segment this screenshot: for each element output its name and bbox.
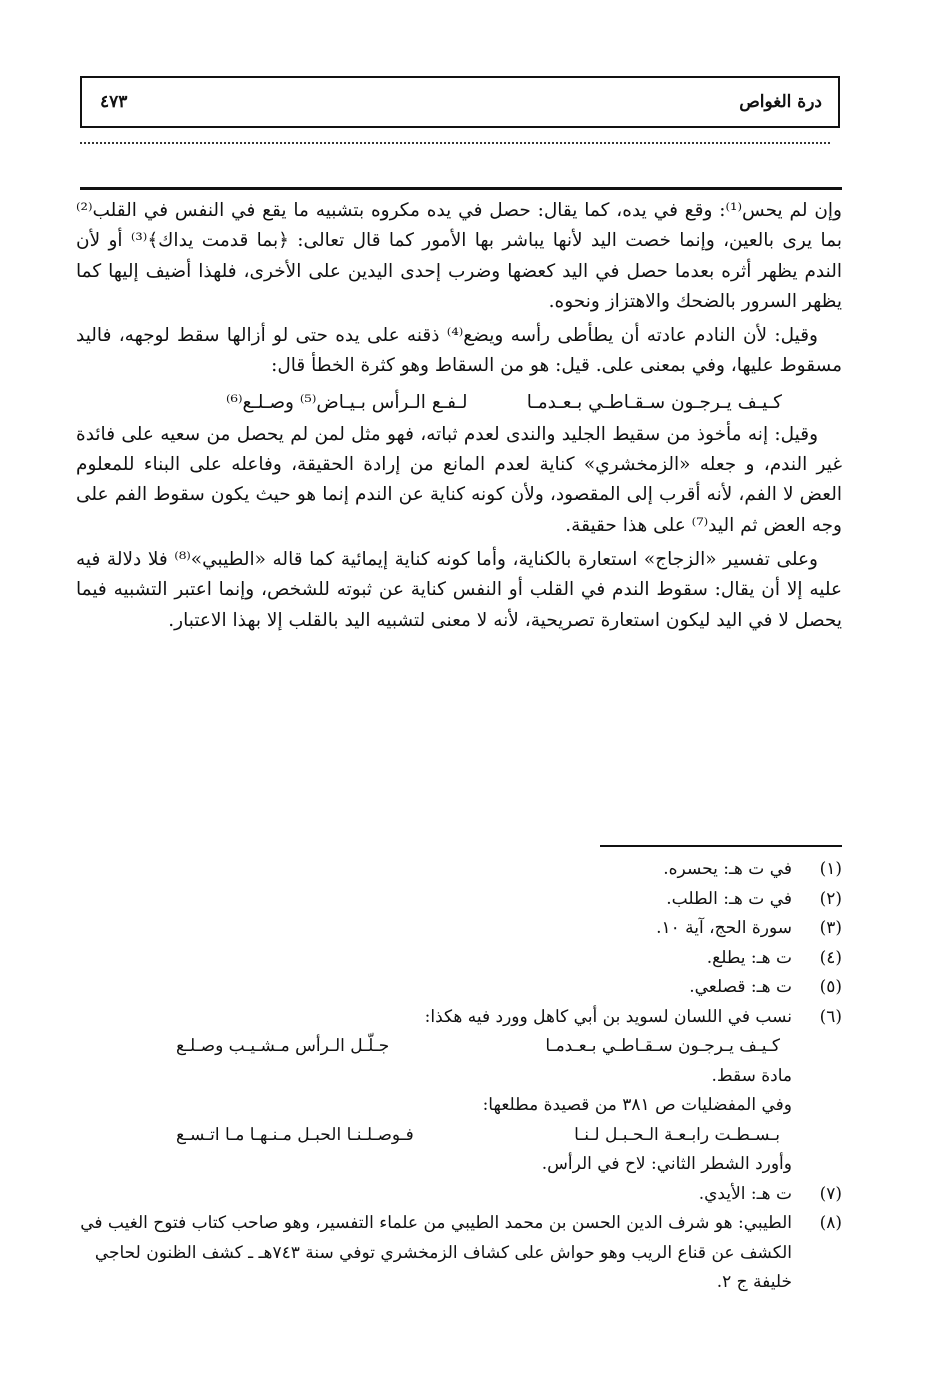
footnote-text: ت هـ: قصلعي. bbox=[689, 977, 792, 997]
footnote-text: نسب في اللسان لسويد بن أبي كاهل وورد فيه هكذا: bbox=[424, 1006, 792, 1027]
footnote-1 bbox=[76, 855, 842, 885]
footnote-verse-2 bbox=[76, 1121, 842, 1151]
paragraph-2: وقيل: لأن النادم عادته أن يطأطى رأسه ويضع⁽⁴⁾ ذقنه على يده حتى لو أزالها سقط لوجهه، فاليد مسقوط عليها، وفي بمعنى على. قيل: هو من السقاط وهو كثرة الخطأ قال: bbox=[76, 325, 842, 377]
verse-first-hemistich: كـيـف يـرجـون سـقـاطـي بـعـدمـا bbox=[526, 391, 782, 413]
dotted-divider bbox=[80, 142, 830, 144]
footnote-verse-second: فـوصـلـنـا الحبـل مـنـهـا مـا اتـسـع bbox=[176, 1124, 414, 1145]
footnote-5 bbox=[76, 973, 842, 1003]
main-text bbox=[76, 196, 842, 640]
footnote-text: في ت هـ: يحسره. bbox=[663, 859, 792, 879]
footnote-number: (٣) bbox=[819, 918, 842, 938]
header-rule bbox=[80, 187, 842, 190]
footnote-2 bbox=[76, 885, 842, 915]
footnote-number: (٥) bbox=[819, 977, 842, 997]
verse-second-hemistich: لـفـع الـرأس بـيـاض⁽⁵⁾ وصـلـع⁽⁶⁾ bbox=[226, 391, 468, 413]
footnote-7 bbox=[76, 1180, 842, 1210]
footnote-number: (٨) bbox=[819, 1213, 842, 1233]
footnote-3 bbox=[76, 914, 842, 944]
footnote-text: الطيبي: هو شرف الدين الحسن بن محمد الطيبي من علماء التفسير، وهو صاحب كتاب فتوح الغيب في الكشف عن قناع الريب وهو حواش على كشاف الزمخشري توفي سنة ٧٤٣هـ ـ كشف الظنون لحاجي خليفة ج ٢. bbox=[80, 1213, 792, 1292]
footnote-text: سورة الحج، آية ١٠. bbox=[656, 918, 792, 938]
footnote-4 bbox=[76, 944, 842, 974]
footnote-verse-1 bbox=[76, 1032, 842, 1062]
footnote-rule bbox=[600, 845, 842, 847]
footnote-verse-first: كـيـف يـرجـون سـقـاطـي بـعـدمـا bbox=[545, 1036, 780, 1056]
footnote-number: (٢) bbox=[819, 888, 842, 909]
footnote-text: في ت هـ: الطلب. bbox=[666, 888, 792, 909]
running-header bbox=[80, 76, 840, 128]
footnote-verse-second: جـلّـل الـرأس مـشـيـب وصـلـع bbox=[176, 1036, 390, 1056]
footnote-text: ت هـ: يطلع. bbox=[706, 947, 792, 968]
paragraph-1: وإن لم يحس⁽¹⁾: وقع في يده، كما يقال: حصل في يده مكروه بتشبيه ما يقع في النفس في القلب⁽²⁾ بما يرى بالعين، وإنما خصت اليد لأنها يباشر بها الأمور كما قال تعالى: ﴿بما قدمت يداك﴾⁽³⁾ أو لأن الندم يظهر أثره بعدما حصل في اليد كعضها وضرب إحدى اليدين على الأخرى، فلهذا أضيف إليها كما يظهر السرور بالضحك والاهتزاز ونحوه. bbox=[76, 200, 842, 312]
footnote-line: وأورد الشطر الثاني: لاح في الرأس. bbox=[541, 1154, 792, 1174]
footnotes bbox=[76, 855, 842, 1298]
footnote-number: (٤) bbox=[819, 947, 842, 968]
paragraph-4: وعلى تفسير «الزجاج» استعارة بالكناية، وأما كونه كناية إيمائية كما قاله «الطيبي»⁽⁸⁾ فلا دلالة فيه عليه إلا أن يقال: سقوط الندم في القلب أو النفس كناية عن ثبوته للشخص، وإنما اعتبر التشبيه فيما يحصل لا في اليد ليكون استعارة تصريحية، لأنه لا معنى لتشبيه اليد بالقلب إلا بهذا الاعتبار. bbox=[76, 548, 842, 631]
footnote-number: (٧) bbox=[819, 1183, 842, 1204]
footnote-8 bbox=[76, 1209, 842, 1298]
running-title: درة الغواص bbox=[739, 92, 822, 112]
footnote-text: ت هـ: الأيدي. bbox=[698, 1183, 792, 1204]
footnote-verse-first: بـسـطـت رابـعـة الـحـبـل لـنـا bbox=[574, 1124, 780, 1145]
footnote-6 bbox=[76, 1003, 842, 1033]
footnote-number: (٦) bbox=[819, 1006, 842, 1027]
paragraph-3: وقيل: إنه مأخوذ من سقيط الجليد والندى لعدم ثباته، فهو مثل لمن لم يحصل من سعيه على فائدة غير الندم، و جعله «الزمخشري» كناية لعدم المانع من إرادة الحقيقة، وفاعله على البناء للمعلوم العض لا الفم، لأنه أقرب إلى المقصود، ولأن كونه كناية عن الندم إنما هو حيث يكون سقوط الفم على وجه العض ثم اليد⁽⁷⁾ على هذا حقيقة. bbox=[76, 423, 842, 536]
footnote-line: وفي المفضليات ص ٣٨١ من قصيدة مطلعها: bbox=[482, 1095, 792, 1115]
footnote-number: (١) bbox=[819, 859, 842, 879]
page-number: ٤٧٣ bbox=[100, 92, 128, 112]
verse-couplet bbox=[76, 386, 842, 420]
footnote-line: مادة سقط. bbox=[711, 1065, 792, 1086]
